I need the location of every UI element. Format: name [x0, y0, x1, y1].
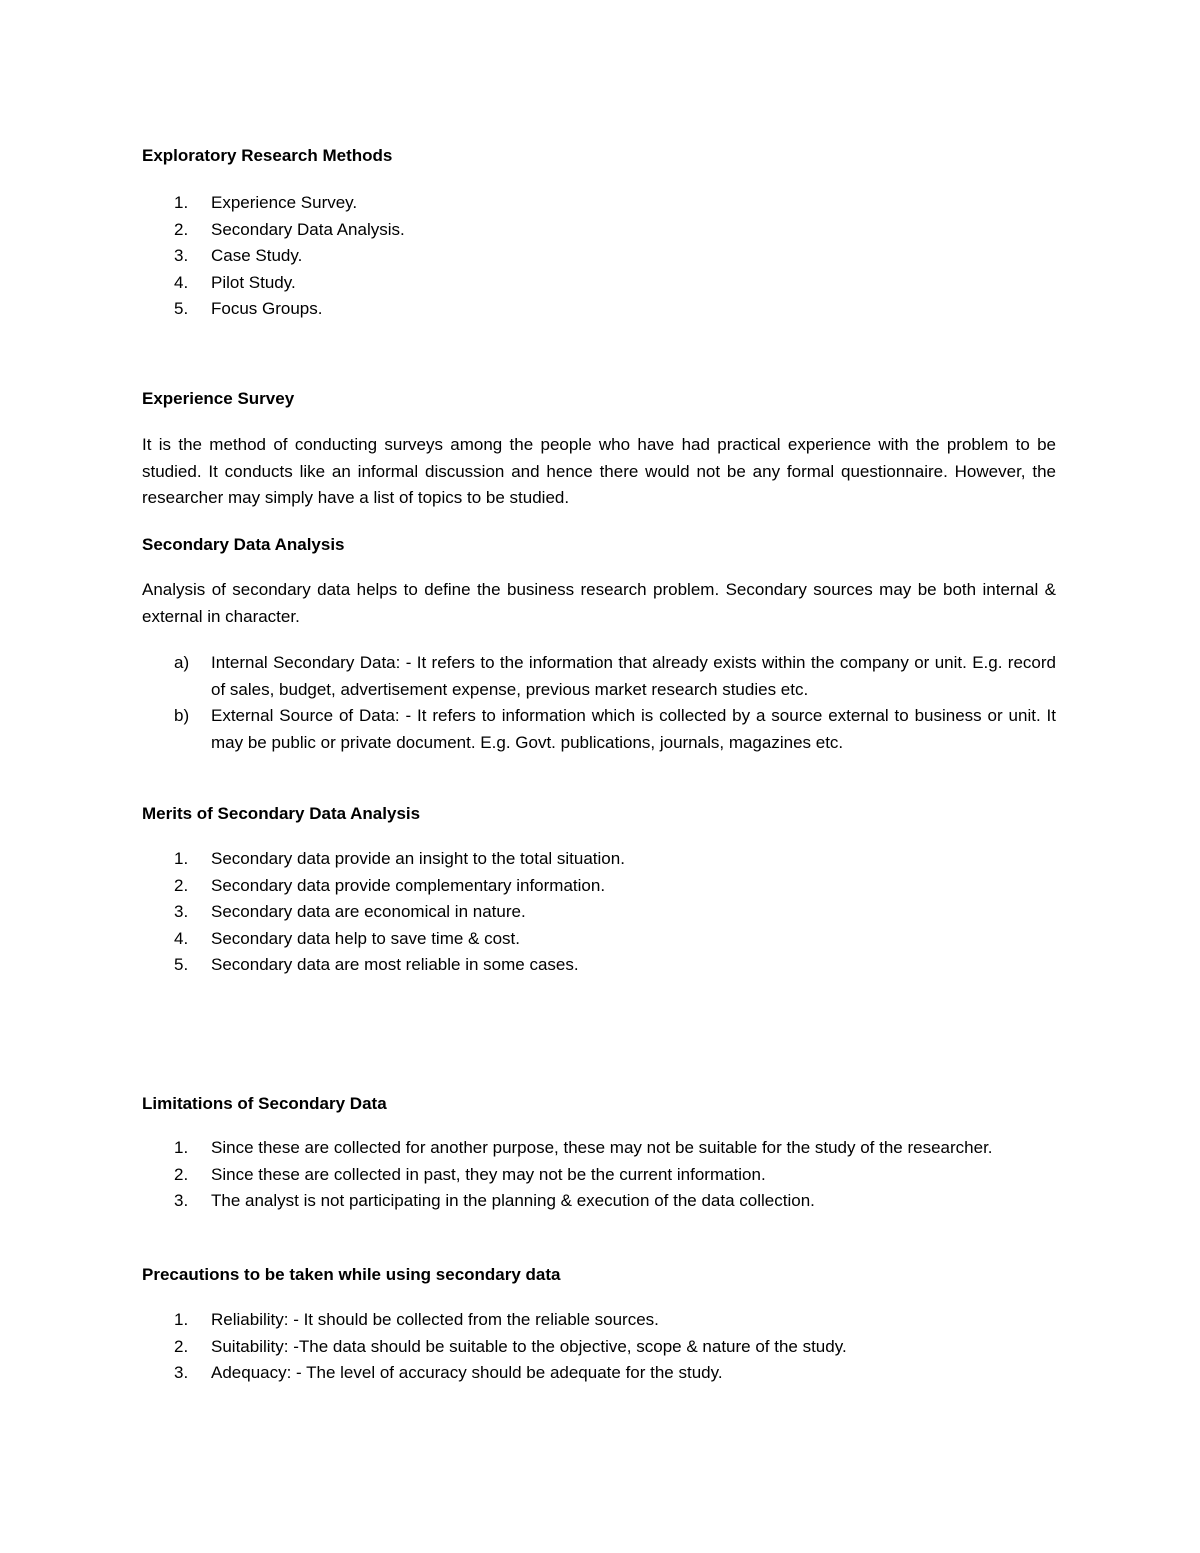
list-item-text: Suitability: -The data should be suitable to the objective, scope & nature of the study. [211, 1336, 847, 1356]
list-item-text: Adequacy: - The level of accuracy should be adequate for the study. [211, 1363, 723, 1382]
list-item-number: 3. [174, 1363, 189, 1382]
list-item-letter: b) [174, 706, 190, 725]
heading-merits: Merits of Secondary Data Analysis [142, 804, 421, 823]
list-item-number: 4. [174, 272, 189, 292]
heading-limitations: Limitations of Secondary Data [142, 1094, 387, 1113]
list-item-text: Since these are collected for another purpose, these may not be suitable for the study of the researcher. [211, 1138, 993, 1157]
list-item [0, 1360, 1056, 1387]
list-item [0, 846, 1056, 873]
list-item-text: Secondary data provide an insight to the total situation. [211, 849, 625, 868]
merits-list [0, 846, 1056, 979]
experience-survey-paragraph: It is the method of conducting surveys among the people who have had practical experience with the problem to be studied. It conducts like an informal discussion and hence there would not be any formal questionnaire. However, the researcher may simply have a list of topics to be studied. [142, 435, 1056, 507]
list-item-number: 2. [174, 1164, 189, 1184]
list-item [0, 296, 1056, 323]
list-item [0, 1334, 1056, 1361]
list-item-number: 5. [174, 955, 189, 974]
list-item-text: External Source of Data: - It refers to information which is collected by a source external to business or unit. It may be public or private document. E.g. Govt. publications, journals, magazines etc. [211, 706, 1056, 752]
list-item-number: 4. [174, 928, 189, 948]
list-item-number: 1. [174, 849, 189, 868]
list-item-text: Secondary data provide complementary information. [211, 875, 606, 895]
list-item-number: 2. [174, 875, 189, 895]
list-item [0, 1307, 1056, 1334]
list-item-number: 1. [174, 1310, 189, 1329]
list-item [0, 952, 1056, 979]
list-item-number: 3. [174, 246, 189, 265]
list-item-number: 2. [174, 219, 189, 239]
heading-secondary-data-analysis: Secondary Data Analysis [142, 535, 345, 554]
list-item-text: Case Study. [211, 246, 303, 265]
list-item [0, 243, 1056, 270]
list-item-number: 3. [174, 902, 189, 921]
heading-experience-survey: Experience Survey [142, 389, 295, 408]
list-item-text: Pilot Study. [211, 272, 296, 292]
list-item [0, 926, 1056, 953]
list-item-text: Experience Survey. [211, 193, 358, 212]
list-item-text: Secondary data are most reliable in some cases. [211, 955, 579, 974]
list-item-letter: a) [174, 653, 190, 672]
list-item-text: Secondary Data Analysis. [211, 219, 405, 239]
list-item-text: Secondary data help to save time & cost. [211, 928, 521, 948]
list-item-number: 5. [174, 299, 189, 318]
list-item-text: Focus Groups. [211, 299, 323, 318]
list-item-text: The analyst is not participating in the planning & execution of the data collection. [211, 1191, 815, 1210]
list-item-text: Secondary data are economical in nature. [211, 902, 526, 921]
list-item-number: 1. [174, 193, 189, 212]
list-item [0, 873, 1056, 900]
list-item [0, 650, 1056, 703]
list-item-text: Since these are collected in past, they may not be the current information. [211, 1164, 766, 1184]
list-item [0, 703, 1056, 756]
secondary-sources-list [0, 650, 1056, 756]
exploratory-methods-list [0, 190, 1056, 323]
precautions-list [0, 1307, 1056, 1387]
heading-exploratory-research-methods: Exploratory Research Methods [142, 146, 393, 165]
list-item-number: 2. [174, 1336, 189, 1356]
heading-precautions: Precautions to be taken while using secondary data [142, 1265, 561, 1284]
secondary-data-paragraph: Analysis of secondary data helps to define the business research problem. Secondary sources may be both internal & external in character. [142, 580, 1056, 626]
list-item [0, 190, 1056, 217]
limitations-list [0, 1135, 1056, 1215]
list-item-number: 3. [174, 1191, 189, 1210]
list-item [0, 270, 1056, 297]
list-item-number: 1. [174, 1138, 189, 1157]
list-item [0, 899, 1056, 926]
list-item [0, 1188, 1056, 1215]
list-item [0, 1162, 1056, 1189]
list-item-text: Internal Secondary Data: - It refers to the information that already exists within the company or unit. E.g. record of sales, budget, advertisement expense, previous market research studies etc. [211, 653, 1056, 699]
list-item-text: Reliability: - It should be collected from the reliable sources. [211, 1310, 659, 1329]
list-item [0, 217, 1056, 244]
list-item [0, 1135, 1056, 1162]
